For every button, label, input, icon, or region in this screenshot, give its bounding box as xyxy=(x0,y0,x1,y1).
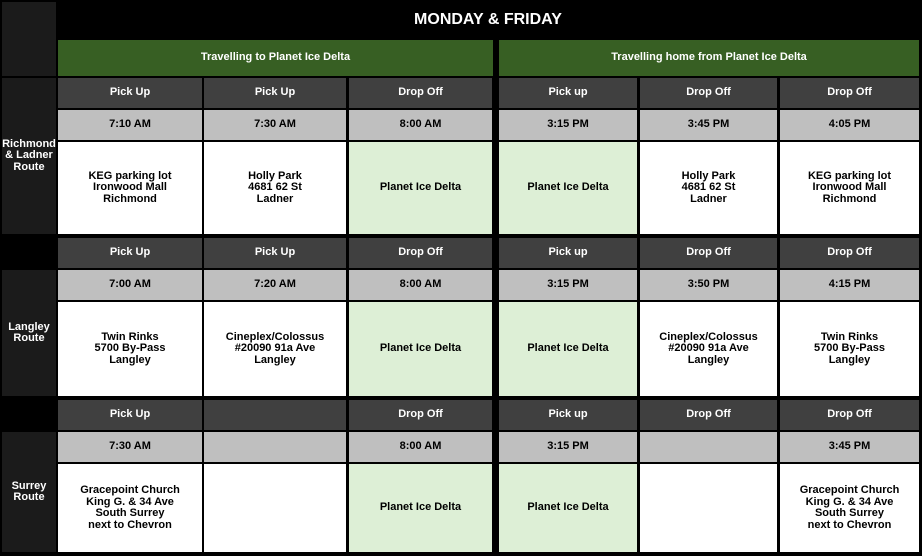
time-cell: 7:10 AM xyxy=(58,110,202,140)
time-cell: 8:00 AM xyxy=(349,270,492,300)
page-title: MONDAY & FRIDAY xyxy=(58,2,918,38)
column-heading: Drop Off xyxy=(640,78,777,108)
time-cell: 3:15 PM xyxy=(499,110,637,140)
column-heading: Pick Up xyxy=(204,78,346,108)
column-heading: Pick Up xyxy=(204,238,346,268)
time-cell: 7:30 AM xyxy=(58,432,202,462)
location-cell: Holly Park 4681 62 St Ladner xyxy=(204,142,346,234)
time-cell: 3:45 PM xyxy=(640,110,777,140)
column-heading: Drop Off xyxy=(640,400,777,430)
time-cell: 7:00 AM xyxy=(58,270,202,300)
route-label: Langley Route xyxy=(2,270,56,396)
time-cell: 4:05 PM xyxy=(780,110,919,140)
column-heading: Pick Up xyxy=(58,400,202,430)
column-heading: Drop Off xyxy=(780,400,919,430)
location-cell: Cineplex/Colossus #20090 91a Ave Langley xyxy=(204,302,346,396)
time-cell: 7:30 AM xyxy=(204,110,346,140)
time-cell xyxy=(640,432,777,462)
column-heading: Drop Off xyxy=(349,78,492,108)
column-heading: Drop Off xyxy=(780,78,919,108)
column-heading: Drop Off xyxy=(780,238,919,268)
column-heading: Drop Off xyxy=(349,238,492,268)
planet-ice-cell: Planet Ice Delta xyxy=(349,302,492,396)
time-cell: 7:20 AM xyxy=(204,270,346,300)
time-cell: 8:00 AM xyxy=(349,110,492,140)
planet-ice-cell: Planet Ice Delta xyxy=(499,302,637,396)
header-travelling-home: Travelling home from Planet Ice Delta xyxy=(499,40,919,76)
location-cell xyxy=(640,464,777,552)
time-cell: 3:15 PM xyxy=(499,270,637,300)
location-cell: Gracepoint Church King G. & 34 Ave South Surrey next to Chevron xyxy=(780,464,919,552)
time-cell: 3:45 PM xyxy=(780,432,919,462)
location-cell: KEG parking lot Ironwood Mall Richmond xyxy=(780,142,919,234)
time-cell xyxy=(204,432,346,462)
time-cell: 3:15 PM xyxy=(499,432,637,462)
column-heading xyxy=(204,400,346,430)
planet-ice-cell: Planet Ice Delta xyxy=(499,142,637,234)
location-cell: KEG parking lot Ironwood Mall Richmond xyxy=(58,142,202,234)
route-label: Surrey Route xyxy=(2,432,56,552)
column-heading: Pick Up xyxy=(58,78,202,108)
title-corner xyxy=(2,2,56,76)
time-cell: 4:15 PM xyxy=(780,270,919,300)
header-travelling-to: Travelling to Planet Ice Delta xyxy=(58,40,493,76)
planet-ice-cell: Planet Ice Delta xyxy=(349,142,492,234)
route-label: Richmond & Ladner Route xyxy=(2,78,56,234)
location-cell: Twin Rinks 5700 By-Pass Langley xyxy=(58,302,202,396)
location-cell: Cineplex/Colossus #20090 91a Ave Langley xyxy=(640,302,777,396)
time-cell: 8:00 AM xyxy=(349,432,492,462)
column-heading: Pick Up xyxy=(58,238,202,268)
location-cell: Gracepoint Church King G. & 34 Ave South Surrey next to Chevron xyxy=(58,464,202,552)
time-cell: 3:50 PM xyxy=(640,270,777,300)
column-heading: Drop Off xyxy=(349,400,492,430)
column-heading: Pick up xyxy=(499,78,637,108)
location-cell xyxy=(204,464,346,552)
planet-ice-cell: Planet Ice Delta xyxy=(499,464,637,552)
location-cell: Holly Park 4681 62 St Ladner xyxy=(640,142,777,234)
planet-ice-cell: Planet Ice Delta xyxy=(349,464,492,552)
column-heading: Pick up xyxy=(499,238,637,268)
location-cell: Twin Rinks 5700 By-Pass Langley xyxy=(780,302,919,396)
column-heading: Pick up xyxy=(499,400,637,430)
column-heading: Drop Off xyxy=(640,238,777,268)
